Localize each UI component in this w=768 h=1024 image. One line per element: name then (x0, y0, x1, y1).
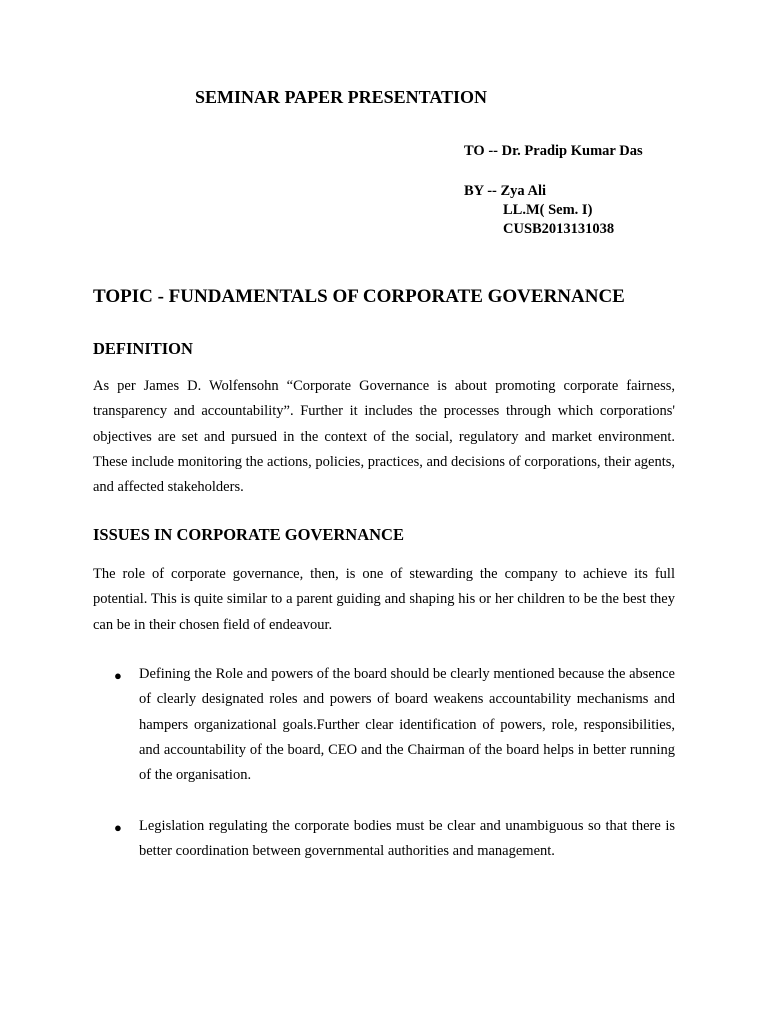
issues-heading: ISSUES IN CORPORATE GOVERNANCE (93, 525, 404, 544)
bullet-icon: ● (114, 820, 122, 835)
course-line: LL.M( Sem. I) (503, 202, 593, 218)
bullet-icon: ● (114, 668, 122, 683)
list-item-text: Legislation regulating the corporate bodies must be clear and unambiguous so that there is better coordination between governmental authorities and management. (139, 818, 675, 860)
document-title: SEMINAR PAPER PRESENTATION (195, 87, 488, 107)
definition-paragraph: As per James D. Wolfensohn “Corporate Governance is about promoting corporate fairness, transparency and accountability”. Further it includes the processes through which corporations' objectives are set and pursued in the context of the social, regulatory and market environment. These include monitoring the actions, policies, practices, and decisions of corporations, their agents, and affected stakeholders. (93, 378, 675, 496)
definition-heading: DEFINITION (93, 339, 193, 358)
topic-heading: TOPIC - FUNDAMENTALS OF CORPORATE GOVERNANCE (93, 286, 625, 307)
issues-intro-paragraph: The role of corporate governance, then, is one of stewarding the company to achieve its full potential. This is quite similar to a parent guiding and shaping his or her children to be the best they can be in their chosen field of endeavour. (93, 566, 675, 633)
roll-number-line: CUSB2013131038 (503, 221, 615, 237)
addressee-line: TO -- Dr. Pradip Kumar Das (464, 143, 643, 159)
author-line: BY -- Zya Ali (464, 183, 547, 199)
list-item-text: Defining the Role and powers of the board should be clearly mentioned because the absence of clearly designated roles and powers of board weakens accountability mechanisms and hampers organizational goals.Further clear identification of powers, role, responsibilities, and accountability of the board, CEO and the Chairman of the board helps in better running of the organisation. (139, 666, 675, 784)
